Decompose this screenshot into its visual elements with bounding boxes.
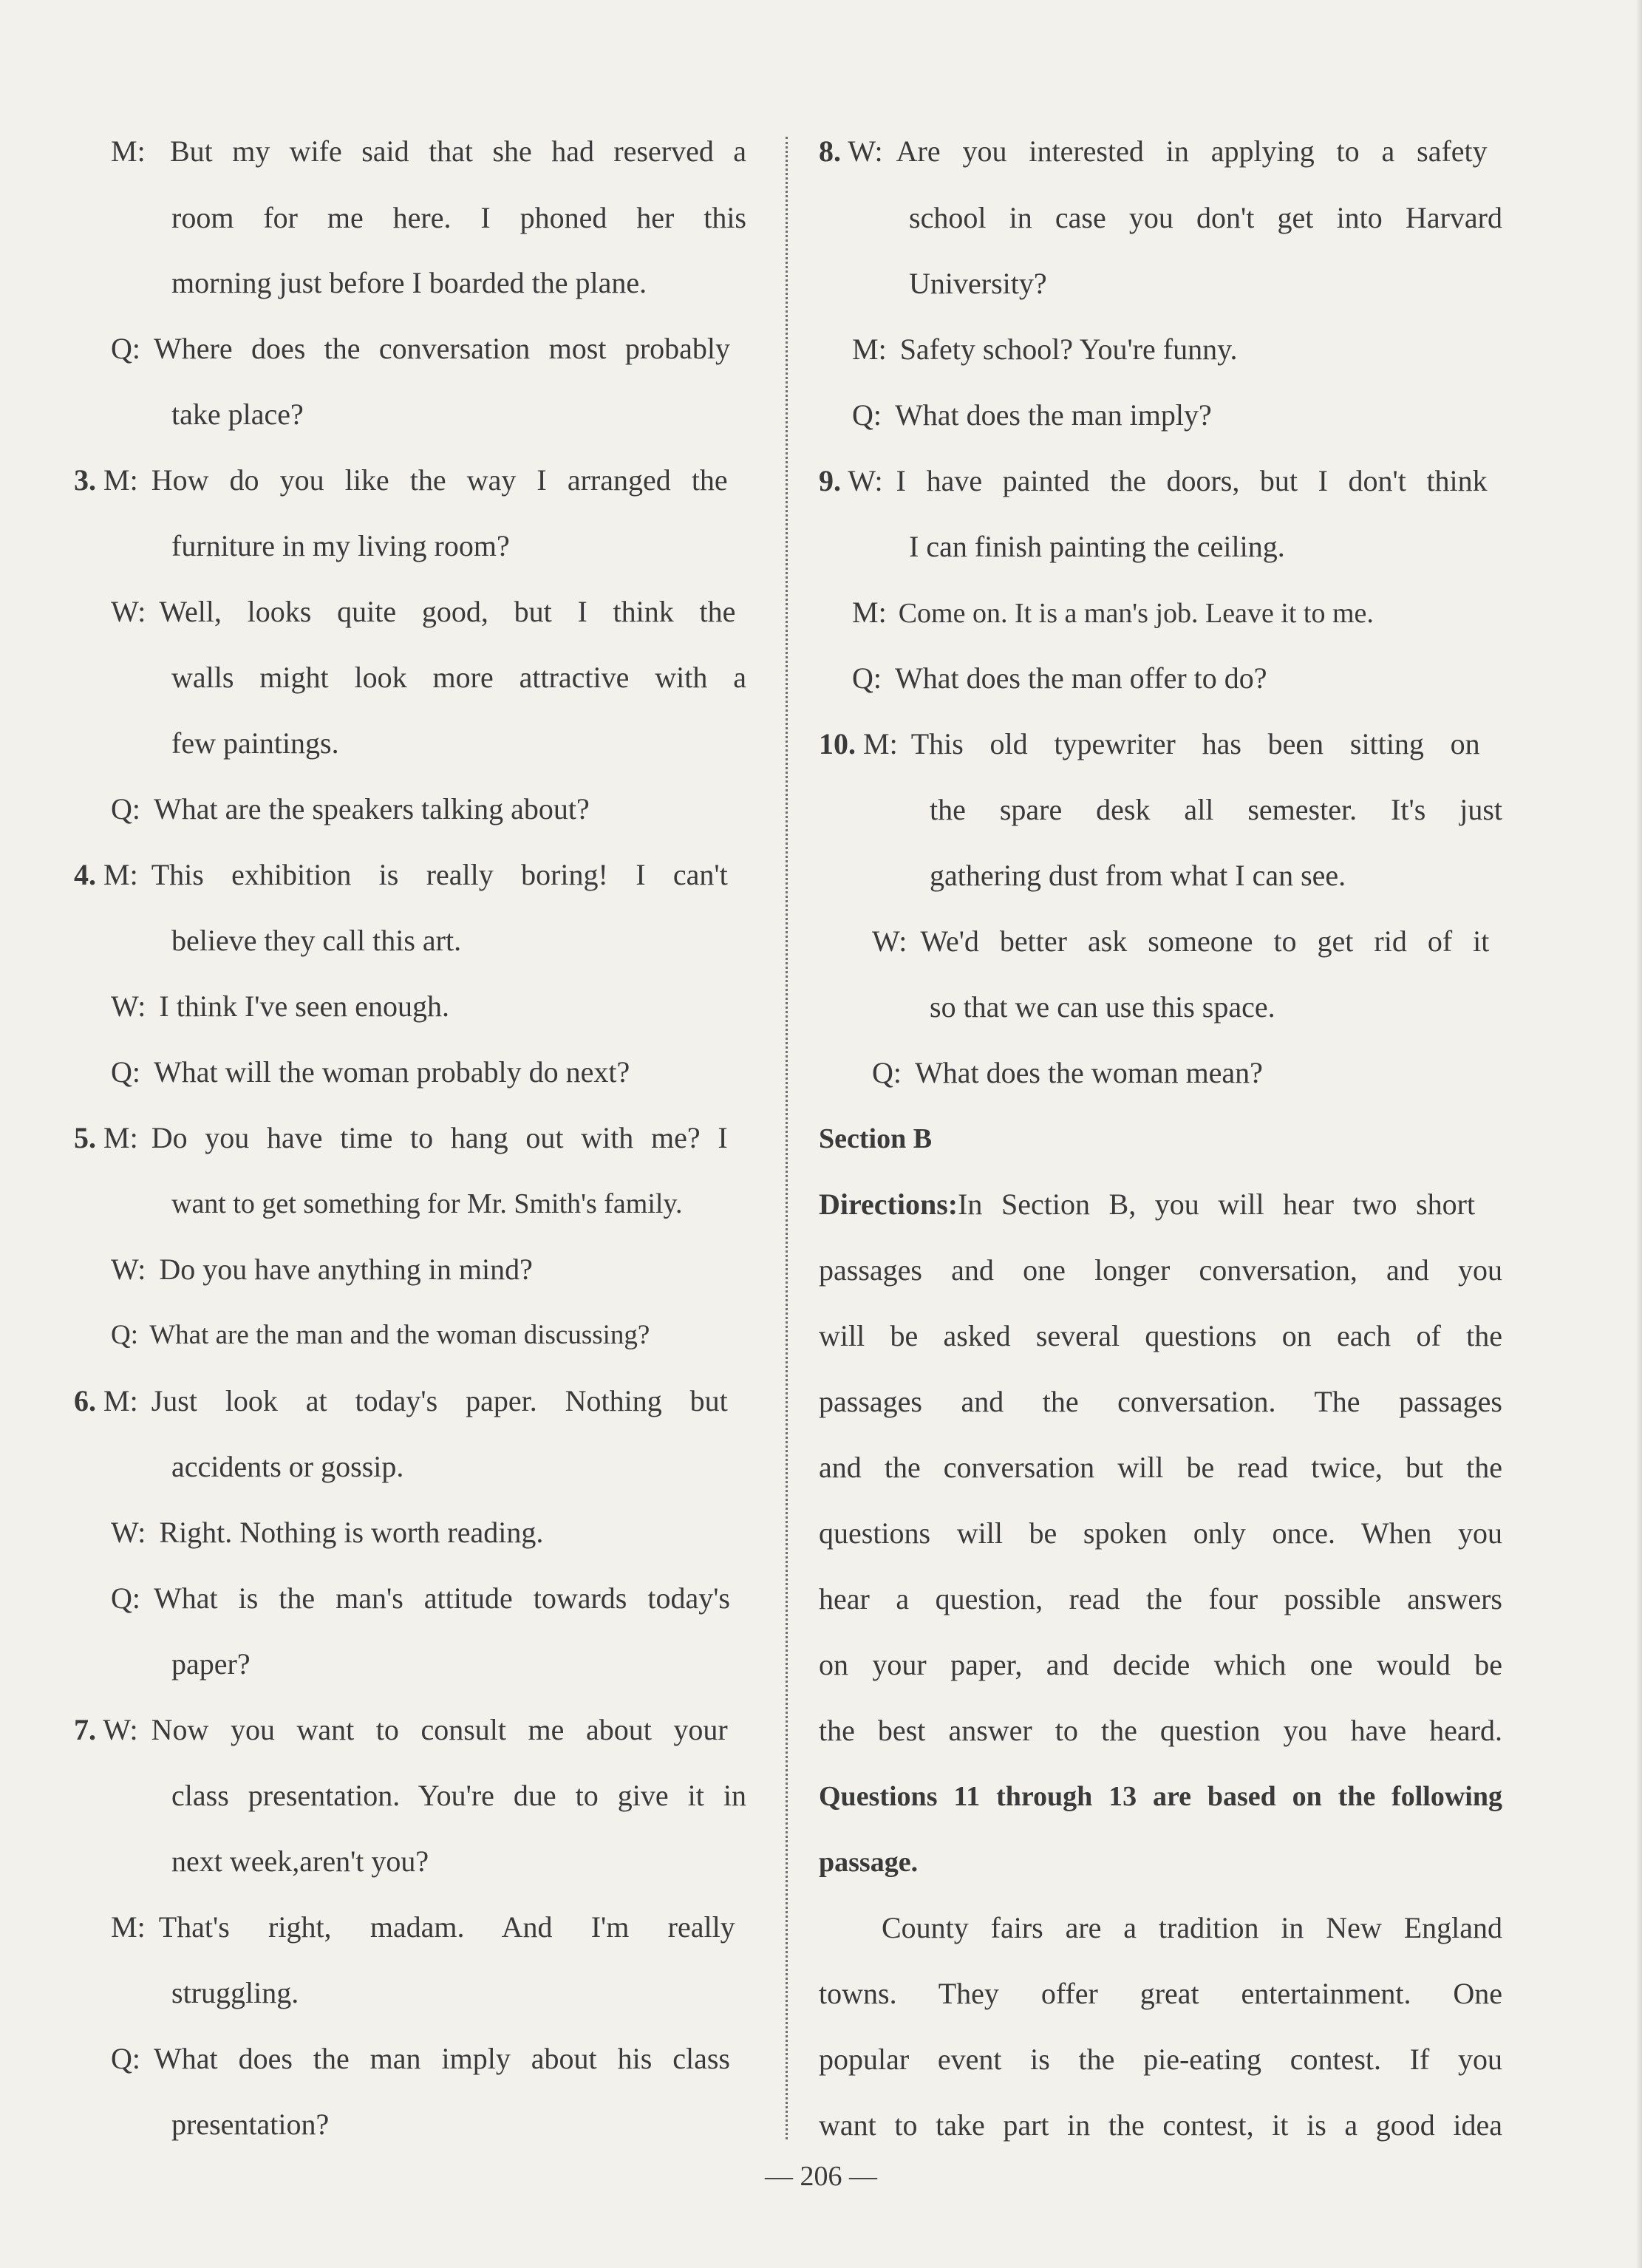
dialogue-line	[852, 331, 1237, 368]
speaker-label: M:	[103, 858, 138, 891]
speaker-label: W:	[111, 1516, 146, 1549]
question-line	[852, 397, 1212, 434]
question-text: Where does the conversation most probably	[154, 332, 730, 365]
dialogue-text: the spare desk all semester. It's just	[930, 793, 1502, 826]
item-number: 3.	[74, 463, 96, 497]
item-3-line	[74, 462, 746, 499]
question-line	[111, 2040, 746, 2077]
dialogue-text: That's right, madam. And I'm really	[158, 1910, 735, 1944]
directions-text: In Section B, you will hear two short	[958, 1188, 1476, 1221]
dialogue-line	[111, 1514, 543, 1551]
dialogue-text: Safety school? You're funny.	[899, 333, 1238, 366]
dialogue-text: I can finish painting the ceiling.	[909, 530, 1285, 563]
speaker-label: W:	[872, 924, 907, 958]
dialogue-text: Are you interested in applying to a safety	[896, 134, 1488, 168]
dialogue-text: But my wife said that she had reserved a	[170, 134, 746, 168]
dialogue-text: Come on. It is a man's job. Leave it to me.	[898, 598, 1374, 629]
dialogue-text: class presentation. You're due to give it in	[171, 1779, 746, 1812]
dialogue-text: accidents or gossip.	[171, 1450, 404, 1483]
dialogue-text: morning just before I boarded the plane.	[171, 266, 647, 299]
dialogue-text: Do you have anything in mind?	[159, 1253, 533, 1286]
speaker-label: Q:	[111, 1320, 138, 1350]
speaker-label: W:	[111, 1253, 146, 1286]
speaker-label: Q:	[111, 1581, 140, 1615]
item-number: 6.	[74, 1384, 96, 1417]
speaker-label: W:	[103, 1713, 138, 1746]
item-10-line	[819, 726, 1502, 763]
dialogue-text: next week,aren't you?	[171, 1845, 429, 1878]
question-text: What is the man's attitude towards today's	[154, 1581, 730, 1615]
passage-heading: Questions 11 through 13 are based on the following	[819, 1781, 1502, 1812]
dialogue-text: How do you like the way I arranged the	[151, 463, 728, 497]
speaker-label: Q:	[111, 1055, 140, 1089]
directions-text: questions will be spoken only once. When you	[819, 1516, 1502, 1550]
page-number: — 206 —	[765, 2161, 877, 2192]
dialogue-line	[111, 593, 746, 630]
section-heading: Section B	[819, 1123, 933, 1154]
passage-heading: passage.	[819, 1847, 919, 1878]
item-5-line	[74, 1120, 746, 1157]
item-number: 8.	[819, 134, 841, 168]
question-line	[111, 1054, 630, 1091]
question-line	[111, 1317, 650, 1354]
passage-text: popular event is the pie-eating contest. If you	[819, 2043, 1502, 2076]
dialogue-line	[111, 988, 449, 1025]
question-line	[111, 791, 590, 828]
question-text: What does the man offer to do?	[895, 661, 1267, 695]
passage-text: County fairs are a tradition in New England	[882, 1911, 1502, 1944]
speaker-label: W:	[111, 990, 146, 1023]
dialogue-text: Right. Nothing is worth reading.	[159, 1516, 544, 1549]
question-text: What does the man imply about his class	[154, 2042, 730, 2075]
item-8-line	[819, 133, 1502, 170]
dialogue-text: furniture in my living room?	[171, 529, 510, 562]
dialogue-text: walls might look more attractive with a	[171, 661, 746, 694]
question-text: What does the man imply?	[895, 398, 1212, 432]
directions-text: passages and the conversation. The passages	[819, 1385, 1502, 1418]
dialogue-text: room for me here. I phoned her this	[171, 201, 746, 234]
item-number: 4.	[74, 858, 96, 891]
dialogue-text: We'd better ask someone to get rid of it	[920, 924, 1490, 958]
dialogue-text: so that we can use this space.	[930, 990, 1275, 1024]
directions-text: passages and one longer conversation, and you	[819, 1253, 1502, 1287]
question-text: What are the speakers talking about?	[154, 792, 590, 825]
dialogue-line	[111, 133, 746, 170]
dialogue-text: I think I've seen enough.	[159, 990, 450, 1023]
dialogue-line	[111, 1909, 746, 1946]
page-edge-shadow	[1636, 0, 1642, 2268]
dialogue-line	[872, 923, 1502, 960]
item-number: 10.	[819, 727, 856, 760]
item-6-line	[74, 1383, 746, 1420]
dialogue-text: want to get something for Mr. Smith's family.	[171, 1188, 683, 1219]
question-text: What will the woman probably do next?	[154, 1055, 630, 1089]
speaker-label: W:	[848, 134, 883, 168]
dialogue-text: believe they call this art.	[171, 924, 462, 957]
dialogue-text: This exhibition is really boring! I can't	[151, 858, 728, 891]
speaker-label: M:	[863, 727, 898, 760]
speaker-label: W:	[111, 595, 146, 628]
speaker-label: Q:	[852, 661, 882, 695]
question-line	[111, 330, 746, 367]
dialogue-text: I have painted the doors, but I don't think	[896, 464, 1488, 497]
item-number: 9.	[819, 464, 841, 497]
dialogue-line	[852, 594, 1374, 632]
question-line	[852, 660, 1267, 697]
speaker-label: M:	[103, 1121, 138, 1154]
question-line	[872, 1055, 1263, 1092]
directions-label: Directions:	[819, 1188, 958, 1221]
column-divider	[786, 137, 788, 2139]
directions-line	[819, 1186, 1502, 1223]
speaker-label: M:	[852, 333, 887, 366]
directions-text: and the conversation will be read twice, but the	[819, 1451, 1502, 1484]
question-text: What are the man and the woman discussing?	[149, 1320, 650, 1350]
question-line	[111, 1580, 746, 1617]
dialogue-line	[111, 1251, 533, 1288]
directions-text: hear a question, read the four possible answers	[819, 1582, 1502, 1615]
speaker-label: Q:	[111, 332, 140, 365]
speaker-label: Q:	[872, 1056, 902, 1089]
dialogue-text: gathering dust from what I can see.	[930, 859, 1346, 892]
dialogue-text: school in case you don't get into Harvard	[909, 201, 1502, 234]
speaker-label: M:	[852, 596, 887, 629]
dialogue-text: take place?	[171, 398, 304, 431]
speaker-label: Q:	[852, 398, 882, 432]
dialogue-text: Well, looks quite good, but I think the	[159, 595, 736, 628]
item-4-line	[74, 857, 746, 893]
passage-text: towns. They offer great entertainment. One	[819, 1977, 1502, 2010]
speaker-label: M:	[103, 1384, 138, 1417]
dialogue-text: struggling.	[171, 1976, 299, 2009]
item-7-line	[74, 1712, 746, 1748]
item-9-line	[819, 463, 1502, 500]
passage-text: want to take part in the contest, it is a good idea	[819, 2108, 1502, 2142]
speaker-label: Q:	[111, 792, 140, 825]
dialogue-text: University?	[909, 267, 1047, 300]
dialogue-text: paper?	[171, 1647, 251, 1680]
dialogue-text: few paintings.	[171, 726, 339, 760]
speaker-label: W:	[848, 464, 883, 497]
speaker-label: M:	[111, 1910, 146, 1944]
item-number: 7.	[74, 1713, 96, 1746]
directions-text: will be asked several questions on each of the	[819, 1319, 1502, 1352]
dialogue-text: presentation?	[171, 2108, 330, 2141]
speaker-label: M:	[103, 463, 138, 497]
directions-text: on your paper, and decide which one would be	[819, 1648, 1502, 1681]
item-number: 5.	[74, 1121, 96, 1154]
question-text: What does the woman mean?	[915, 1056, 1263, 1089]
dialogue-text: Now you want to consult me about your	[151, 1713, 728, 1746]
speaker-label: Q:	[111, 2042, 140, 2075]
directions-text: the best answer to the question you have heard.	[819, 1714, 1502, 1747]
dialogue-text: Just look at today's paper. Nothing but	[151, 1384, 728, 1417]
dialogue-text: Do you have time to hang out with me? I	[151, 1121, 728, 1154]
speaker-label: M:	[111, 134, 146, 168]
dialogue-text: This old typewriter has been sitting on	[910, 727, 1480, 760]
